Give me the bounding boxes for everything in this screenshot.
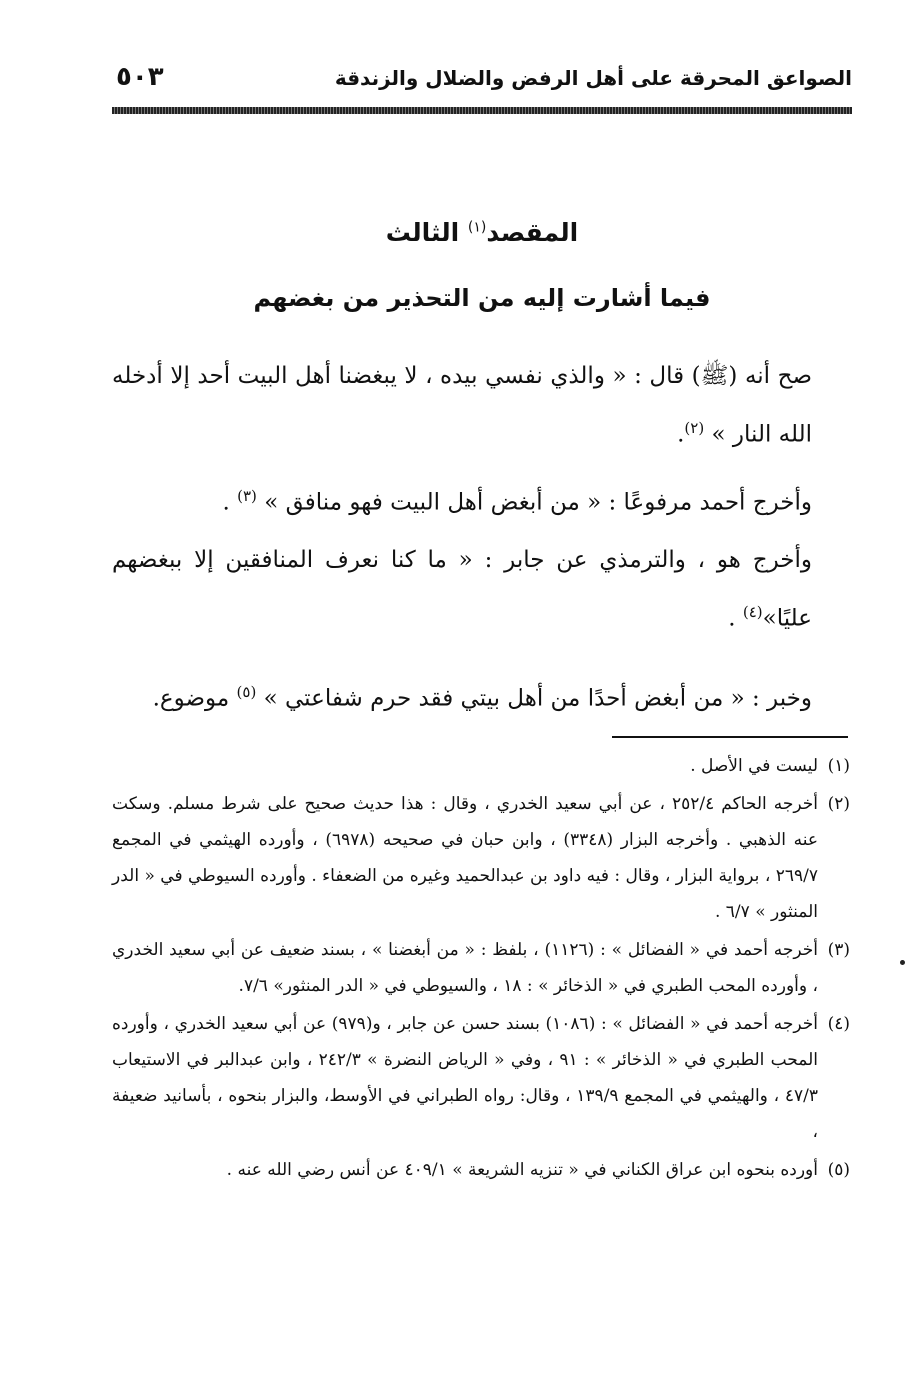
- section-title-main: المقصد: [486, 218, 579, 247]
- paragraph-end: .: [728, 605, 743, 632]
- paragraph-text: وأخرج هو ، والترمذي عن جابر : « ما كنا نعرف المنافقين إلا ببغضهم عليًا»: [112, 547, 812, 632]
- paragraph-end: .: [677, 421, 685, 448]
- paragraph-text: صح أنه (ﷺ) قال : « والذي نفسي بيده ، لا يبغضنا أهل البيت أحد إلا أدخله الله النار »: [112, 363, 812, 448]
- footnote-1: [112, 748, 850, 784]
- footnote-number: (٣): [827, 940, 850, 960]
- footnote-5: [112, 1152, 850, 1188]
- body-paragraph-3: [112, 534, 812, 645]
- section-title-note-ref: (١): [467, 219, 487, 236]
- footnote-ref: (٢): [684, 419, 705, 437]
- footnote-separator: [612, 736, 848, 738]
- footnote-ref: (٣): [237, 487, 257, 505]
- footnote-2: [112, 786, 850, 930]
- paragraph-text: وخبر : « من أبغض أحدًا من أهل بيتي فقد حرم شفاعتي »: [263, 685, 812, 712]
- footnotes: [112, 748, 850, 1190]
- footnote-text: أخرجه أحمد في « الفضائل » : (١١٢٦) ، بلفظ : « من أبغضنا » ، بسند ضعيف عن أبي سعيد الخدري ، وأورده المحب الطبري في « الذخائر » : ١٨ ، والسيوطي في « الدر المنثور» ٧/٦.: [112, 940, 818, 996]
- page-number: ٥٠٣: [116, 62, 164, 92]
- footnote-3: [112, 932, 850, 1004]
- section-title-rest: الثالث: [385, 218, 460, 247]
- paragraph-end: موضوع.: [152, 685, 237, 712]
- footnote-4: [112, 1006, 850, 1150]
- footnote-text: أخرجه الحاكم ٢٥٢/٤ ، عن أبي سعيد الخدري ، وقال : هذا حديث صحيح على شرط مسلم. وسكت عنه الذهبي . وأخرجه البزار (٣٣٤٨) ، وابن حبان في صحيحه (٦٩٧٨) ، وأورده الهيثمي في المجمع ٢٦٩/٧ ، برواية البزار ، وقال : فيه داود بن عبدالحميد وغيره من الضعفاء . وأورده السيوطي في « الدر المنثور » ٦/٧ .: [112, 794, 818, 922]
- footnote-number: (١): [827, 756, 850, 776]
- footnote-text: ليست في الأصل .: [690, 756, 818, 776]
- footnote-ref: (٤): [742, 603, 763, 621]
- section-subtitle: فيما أشارت إليه من التحذير من بغضهم: [253, 284, 711, 312]
- body-paragraph-2: [112, 470, 812, 529]
- footnote-text: أخرجه أحمد في « الفضائل » : (١٠٨٦) بسند حسن عن جابر ، و(٩٧٩) عن أبي سعيد الخدري ، وأورده المحب الطبري في « الذخائر » : ٩١ ، وفي « الرياض النضرة » ٢٤٢/٣ ، وابن عبدالبر في الاستيعاب ٤٧/٣ ، والهيثمي في المجمع ١٣٩/٩ ، وقال: رواه الطبراني في الأوسط، والبزار بنحوه ، بأسانيد ضعيفة ،: [112, 1014, 819, 1142]
- page-header: [112, 62, 852, 98]
- margin-dot: [900, 960, 905, 965]
- footnote-number: (٥): [827, 1160, 850, 1180]
- header-rule: [112, 107, 852, 114]
- paragraph-text: وأخرج أحمد مرفوعًا : « من أبغض أهل البيت فهو منافق »: [264, 489, 812, 516]
- footnote-text: أورده بنحوه ابن عراق الكناني في « تنزيه الشريعة » ٤٠٩/١ عن أنس رضي الله عنه .: [226, 1160, 818, 1180]
- paragraph-end: .: [222, 489, 238, 516]
- footnote-number: (٢): [827, 794, 850, 814]
- body-paragraph-4: [112, 666, 812, 725]
- body-paragraph-1: [112, 350, 812, 461]
- running-title: الصواعق المحرقة على أهل الرفض والضلال والزندقة: [334, 66, 852, 90]
- footnote-number: (٤): [827, 1014, 850, 1034]
- footnote-ref: (٥): [236, 683, 257, 701]
- section-title: [112, 218, 852, 247]
